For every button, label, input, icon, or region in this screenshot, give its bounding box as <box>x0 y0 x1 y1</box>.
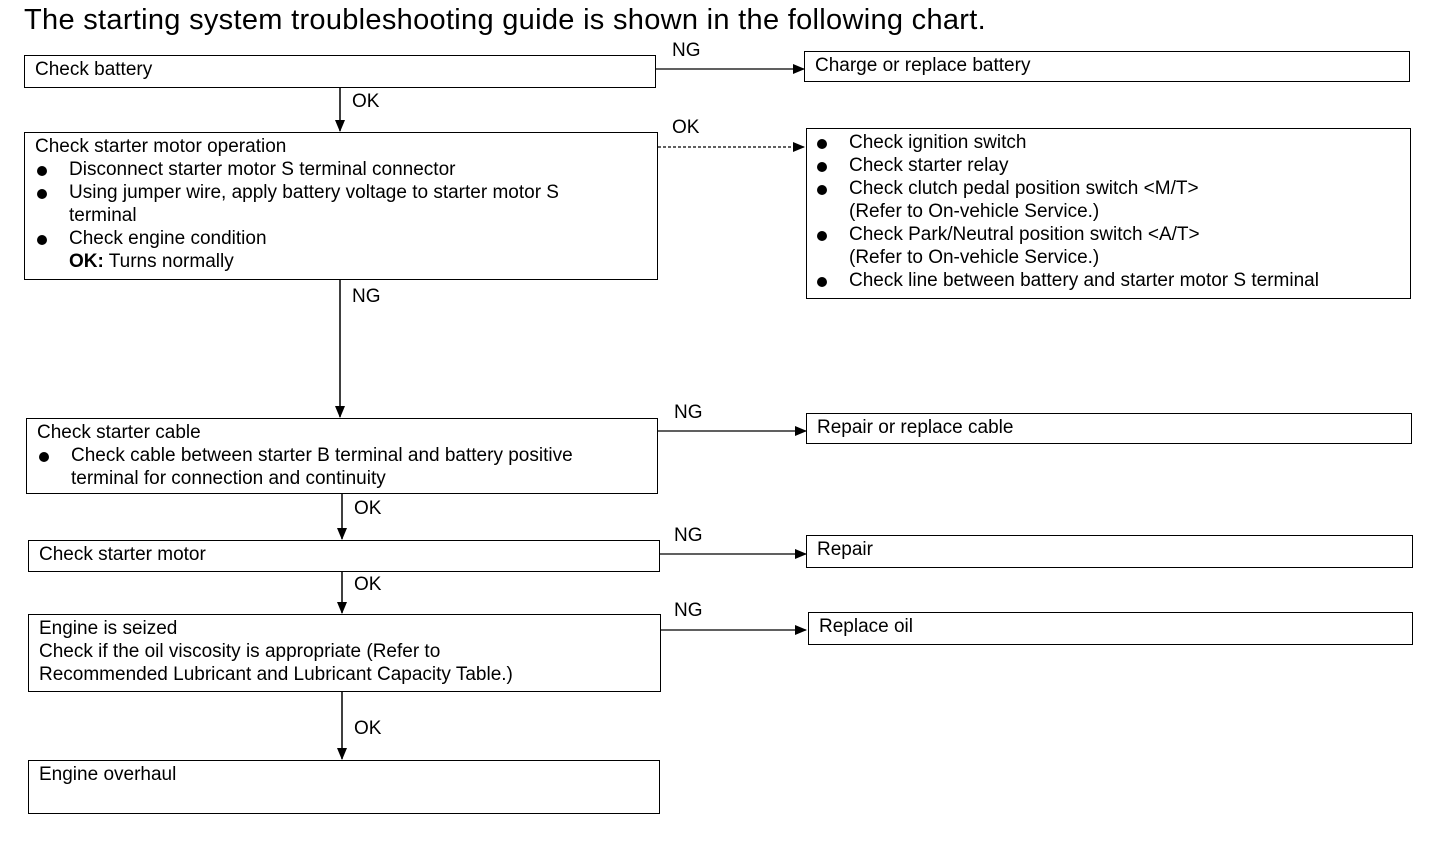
bullet-item: Check line between battery and starter motor S terminal <box>815 269 1400 292</box>
branch-label-ng: NG <box>674 402 703 423</box>
bullet-item: Check cable between starter B terminal and battery positive <box>37 444 647 467</box>
result-replace-oil <box>808 612 1413 645</box>
step-engine-overhaul <box>28 760 660 814</box>
bullet-item: Check engine condition <box>35 227 647 250</box>
result-label: Charge or replace battery <box>815 55 1031 76</box>
bullet-continuation: (Refer to On-vehicle Service.) <box>849 247 1100 268</box>
step-label: Engine overhaul <box>39 764 177 785</box>
bullet-item: Check starter relay <box>815 154 1400 177</box>
bullet-icon <box>37 166 47 176</box>
ok-condition: OK: Turns normally <box>69 251 234 272</box>
result-repair <box>806 535 1413 568</box>
bullet-item: Using jumper wire, apply battery voltage to starter motor S <box>35 181 647 204</box>
step-label: Check starter motor <box>39 544 206 565</box>
branch-label-ok: OK <box>354 498 382 519</box>
bullet-continuation: terminal for connection and continuity <box>71 468 386 489</box>
bullet-icon <box>37 235 47 245</box>
bullet-icon <box>817 277 827 287</box>
bullet-item: Disconnect starter motor S terminal connector <box>35 158 647 181</box>
step-check-battery <box>24 55 656 88</box>
step-check-starter-operation <box>24 132 658 280</box>
bullet-icon <box>817 162 827 172</box>
branch-label-ng: NG <box>352 286 381 307</box>
result-charge-replace-battery <box>804 51 1410 82</box>
bullet-icon <box>817 185 827 195</box>
bullet-icon <box>817 231 827 241</box>
branch-label-ok: OK <box>672 117 700 138</box>
result-label: Repair <box>817 539 873 560</box>
step-line: Check if the oil viscosity is appropriate (Refer to <box>39 641 441 662</box>
branch-label-ok: OK <box>354 574 382 595</box>
step-line: Engine is seized <box>39 618 178 639</box>
result-starter-operation-checks <box>806 128 1411 299</box>
bullet-item: Check ignition switch <box>815 131 1400 154</box>
bullet-item: Check clutch pedal position switch <M/T> <box>815 177 1400 200</box>
bullet-continuation: terminal <box>69 205 137 226</box>
bullet-item: Check Park/Neutral position switch <A/T> <box>815 223 1400 246</box>
step-label: Check starter motor operation <box>35 136 287 157</box>
bullet-icon <box>37 189 47 199</box>
branch-label-ng: NG <box>674 600 703 621</box>
result-label: Repair or replace cable <box>817 417 1014 438</box>
bullet-icon <box>817 139 827 149</box>
page-title: The starting system troubleshooting guide is shown in the following chart. <box>24 4 986 36</box>
result-label: Replace oil <box>819 616 913 637</box>
step-label: Check battery <box>35 59 153 80</box>
bullet-icon <box>39 452 49 462</box>
step-line: Recommended Lubricant and Lubricant Capacity Table.) <box>39 664 513 685</box>
bullet-continuation: (Refer to On-vehicle Service.) <box>849 201 1100 222</box>
branch-label-ng: NG <box>674 525 703 546</box>
branch-label-ng: NG <box>672 40 701 61</box>
step-check-starter-cable <box>26 418 658 494</box>
step-engine-seized <box>28 614 661 692</box>
step-check-starter-motor <box>28 540 660 572</box>
branch-label-ok: OK <box>354 718 382 739</box>
step-label: Check starter cable <box>37 422 201 443</box>
branch-label-ok: OK <box>352 91 380 112</box>
result-repair-replace-cable <box>806 413 1412 444</box>
